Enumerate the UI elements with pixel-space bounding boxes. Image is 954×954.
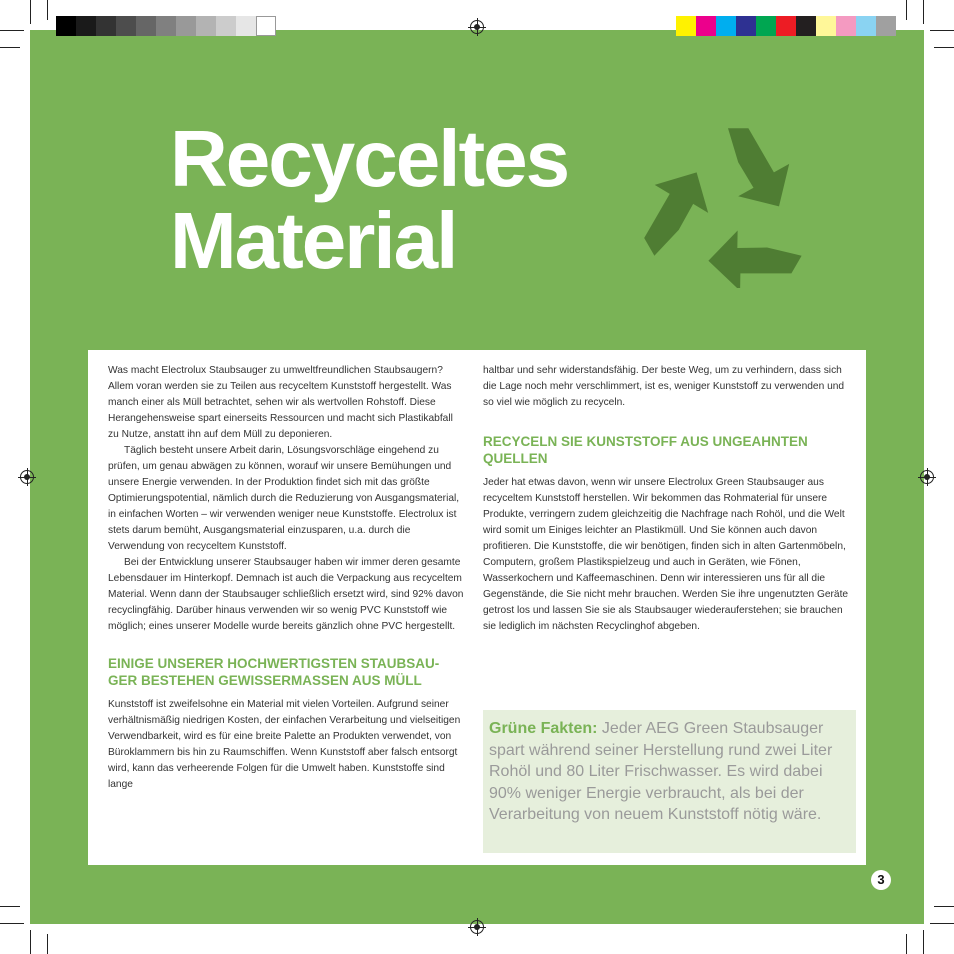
color-swatch bbox=[236, 16, 256, 36]
section-heading: RECYCELN SIE KUNSTSTOFF AUS UNGEAHNTEN QUELLEN bbox=[483, 434, 808, 466]
registration-mark-icon bbox=[920, 470, 934, 484]
color-swatch bbox=[836, 16, 856, 36]
title-line: Recyceltes bbox=[170, 114, 569, 203]
registration-mark-icon bbox=[470, 920, 484, 934]
color-swatch bbox=[156, 16, 176, 36]
section-heading: EINIGE UNSERER HOCHWERTIGSTEN STAUBSAU-GER BESTEHEN GEWISSERMASSEN AUS MÜLL bbox=[108, 656, 440, 688]
color-swatch bbox=[56, 16, 76, 36]
color-swatch bbox=[216, 16, 236, 36]
facts-label: Grüne Fakten: bbox=[489, 720, 598, 737]
color-swatch bbox=[876, 16, 896, 36]
color-swatch bbox=[776, 16, 796, 36]
color-swatch bbox=[176, 16, 196, 36]
color-swatch bbox=[196, 16, 216, 36]
title-line: Material bbox=[170, 196, 457, 285]
body-paragraph: Jeder hat etwas davon, wenn wir unsere Electrolux Green Staubsauger aus recyceltem Kunststoff herstellen. Wir bekommen das Rohmaterial für unsere Produkte, verringern zudem gleichzeitig die Nachfrage nach Rohöl, und die Welt wird somit um Einiges leichter an Plastikmüll. Und Sie können auch davon profitieren. Die Kunststoffe, die wir benötigen, finden sich in alten Gartenmöbeln, Computern, großem Plastikspielzeug und auch in Geräten, wie Fönen, Wasserkochern und Kaffeemaschinen. Denn wir interessieren uns für all die Gegenstände, die Sie nicht mehr brauchen. Werden Sie ihre ungenutzten Geräte getrost los und lassen Sie sie als Staubsauger wiederauferstehen; sie brauchen sie lediglich im nächsten Recyclinghof abgeben. bbox=[483, 477, 849, 632]
color-swatch bbox=[116, 16, 136, 36]
body-paragraph: haltbar und sehr widerstandsfähig. Der beste Weg, um zu verhindern, dass sich die Lage noch mehr verschlimmert, ist es, weniger Kunststoff zu verwenden und so viel wie möglich zu recyceln. bbox=[483, 365, 845, 408]
registration-mark-icon bbox=[20, 470, 34, 484]
color-swatch bbox=[736, 16, 756, 36]
color-swatch bbox=[136, 16, 156, 36]
facts-text: Jeder AEG Green Staubsauger spart während seiner Herstellung rund zwei Liter Rohöl und 80 Liter Frischwasser. Es wird dabei 90% weniger Energie verbraucht, als bei der Verarbeitung von neuem Kunststoff nötig wäre. bbox=[489, 720, 833, 823]
text-column-left bbox=[108, 363, 466, 793]
registration-mark-icon bbox=[470, 20, 484, 34]
body-paragraph: Täglich besteht unsere Arbeit darin, Lösungsvorschläge eingehend zu prüfen, um genau abwägen zu können, worauf wir unsere Bemühungen und unsere Energie verwenden. In der Produktion findet sich mit das größte Optimierungspotential, nämlich durch die Reduzierung von Ausgangsmaterial, in einfachen Worten – wir verwenden weniger neue Kunststoffe. Electrolux ist stets darum bemüht, Ausgangsmaterial einzusparen, u.a. durch die Verwendung von recyceltem Kunststoff. bbox=[108, 445, 460, 552]
page-number: 3 bbox=[871, 870, 891, 890]
color-swatch bbox=[856, 16, 876, 36]
text-column-right bbox=[483, 363, 851, 635]
body-paragraph: Bei der Entwicklung unserer Staubsauger haben wir immer deren gesamte Lebensdauer im Hinterkopf. Demnach ist auch die Verpackung aus recyceltem Material. Wenn dann der Staubsauger schließlich ersetzt wird, sind 92% davon recyclingfähig. Darüber hinaus verwenden wir so wenig PVC Kunststoff wie möglich; eines unserer Modelle wurde bereits gänzlich ohne PVC hergestellt. bbox=[108, 557, 464, 632]
color-swatch bbox=[696, 16, 716, 36]
color-swatch bbox=[96, 16, 116, 36]
recycle-icon bbox=[640, 118, 816, 288]
green-facts-box bbox=[483, 710, 856, 853]
gray-color-bar bbox=[56, 16, 276, 36]
cmyk-color-bar bbox=[676, 16, 896, 36]
color-swatch bbox=[816, 16, 836, 36]
color-swatch bbox=[676, 16, 696, 36]
color-swatch bbox=[756, 16, 776, 36]
color-swatch bbox=[256, 16, 276, 36]
body-paragraph: Was macht Electrolux Staubsauger zu umweltfreundlichen Staubsaugern? Allem voran werden sie zu Teilen aus recyceltem Kunststoff hergestellt. Was manch einer als Müll betrachtet, sehen wir als wertvollen Rohstoff. Diese Herangehensweise spart einerseits Ressourcen und macht sich Plastikabfall zu Nutze, anstatt ihn auf dem Müll zu deponieren. bbox=[108, 365, 453, 440]
body-paragraph: Kunststoff ist zweifelsohne ein Material mit vielen Vorteilen. Aufgrund seiner verhältnismäßig niedrigen Kosten, der einfachen Verarbeitung und vielseitigen Verwendbarkeit, wird es für eine breite Palette an Produkten verwendet, von Büroklammern bis hin zu Raumschiffen. Wenn Kunststoff aber falsch entsorgt wird, kann das verheerende Folgen für die Umwelt haben. Kunststoffe sind lange bbox=[108, 699, 461, 790]
page-title bbox=[170, 114, 569, 285]
color-swatch bbox=[716, 16, 736, 36]
color-swatch bbox=[76, 16, 96, 36]
color-swatch bbox=[796, 16, 816, 36]
